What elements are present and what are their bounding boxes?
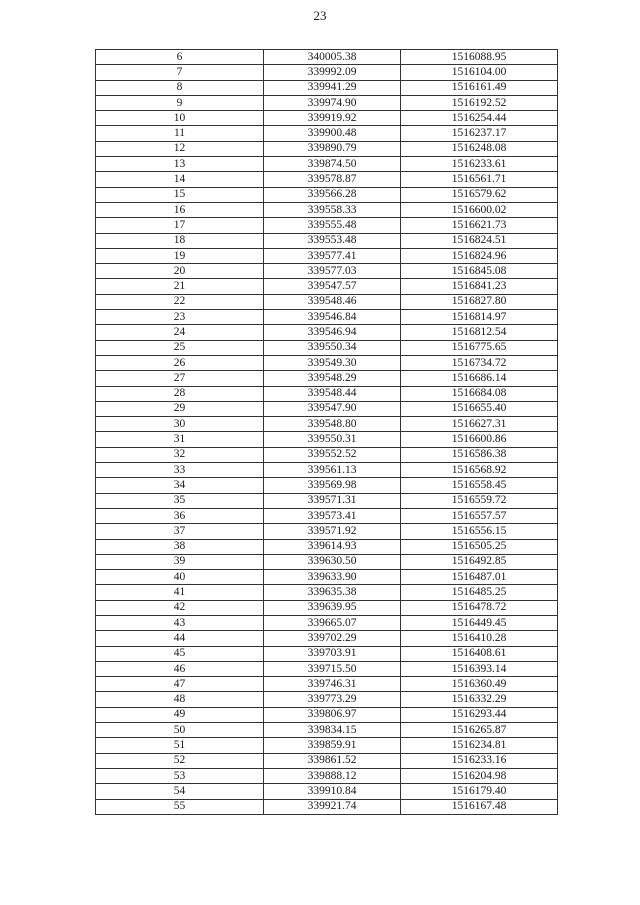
y-coordinate-cell: 1516734.72 xyxy=(401,355,558,370)
x-coordinate-cell: 339577.03 xyxy=(264,264,401,279)
y-coordinate-cell: 1516568.92 xyxy=(401,463,558,478)
table-row xyxy=(96,677,558,692)
x-coordinate-cell: 340005.38 xyxy=(264,50,401,65)
point-number-cell: 48 xyxy=(96,692,264,707)
table-row xyxy=(96,233,558,248)
x-coordinate-cell: 339921.74 xyxy=(264,799,401,814)
table-row xyxy=(96,80,558,95)
point-number-cell: 50 xyxy=(96,723,264,738)
x-coordinate-cell: 339992.09 xyxy=(264,65,401,80)
table-row xyxy=(96,432,558,447)
table-row xyxy=(96,126,558,141)
point-number-cell: 23 xyxy=(96,310,264,325)
y-coordinate-cell: 1516204.98 xyxy=(401,768,558,783)
x-coordinate-cell: 339552.52 xyxy=(264,447,401,462)
x-coordinate-cell: 339558.33 xyxy=(264,202,401,217)
point-number-cell: 39 xyxy=(96,554,264,569)
y-coordinate-cell: 1516558.45 xyxy=(401,478,558,493)
y-coordinate-cell: 1516559.72 xyxy=(401,493,558,508)
x-coordinate-cell: 339548.80 xyxy=(264,417,401,432)
coordinates-table xyxy=(95,49,558,815)
table-row xyxy=(96,554,558,569)
table-row xyxy=(96,646,558,661)
y-coordinate-cell: 1516845.08 xyxy=(401,264,558,279)
y-coordinate-cell: 1516104.00 xyxy=(401,65,558,80)
y-coordinate-cell: 1516410.28 xyxy=(401,631,558,646)
table-row xyxy=(96,371,558,386)
point-number-cell: 14 xyxy=(96,172,264,187)
y-coordinate-cell: 1516841.23 xyxy=(401,279,558,294)
coordinates-table-body xyxy=(96,50,558,815)
table-row xyxy=(96,723,558,738)
table-row xyxy=(96,600,558,615)
x-coordinate-cell: 339635.38 xyxy=(264,585,401,600)
y-coordinate-cell: 1516485.25 xyxy=(401,585,558,600)
x-coordinate-cell: 339547.90 xyxy=(264,401,401,416)
y-coordinate-cell: 1516557.57 xyxy=(401,508,558,523)
point-number-cell: 19 xyxy=(96,248,264,263)
table-row xyxy=(96,753,558,768)
x-coordinate-cell: 339861.52 xyxy=(264,753,401,768)
y-coordinate-cell: 1516824.51 xyxy=(401,233,558,248)
table-row xyxy=(96,539,558,554)
table-row xyxy=(96,325,558,340)
x-coordinate-cell: 339548.29 xyxy=(264,371,401,386)
table-row xyxy=(96,294,558,309)
table-row xyxy=(96,799,558,814)
x-coordinate-cell: 339773.29 xyxy=(264,692,401,707)
y-coordinate-cell: 1516586.38 xyxy=(401,447,558,462)
table-row xyxy=(96,738,558,753)
table-row xyxy=(96,279,558,294)
point-number-cell: 11 xyxy=(96,126,264,141)
table-row xyxy=(96,447,558,462)
x-coordinate-cell: 339614.93 xyxy=(264,539,401,554)
table-row xyxy=(96,111,558,126)
x-coordinate-cell: 339874.50 xyxy=(264,157,401,172)
point-number-cell: 31 xyxy=(96,432,264,447)
y-coordinate-cell: 1516492.85 xyxy=(401,554,558,569)
x-coordinate-cell: 339555.48 xyxy=(264,218,401,233)
y-coordinate-cell: 1516265.87 xyxy=(401,723,558,738)
point-number-cell: 29 xyxy=(96,401,264,416)
point-number-cell: 27 xyxy=(96,371,264,386)
y-coordinate-cell: 1516332.29 xyxy=(401,692,558,707)
x-coordinate-cell: 339900.48 xyxy=(264,126,401,141)
point-number-cell: 28 xyxy=(96,386,264,401)
point-number-cell: 9 xyxy=(96,95,264,110)
point-number-cell: 38 xyxy=(96,539,264,554)
table-row xyxy=(96,65,558,80)
table-row xyxy=(96,340,558,355)
table-row xyxy=(96,417,558,432)
table-row xyxy=(96,95,558,110)
y-coordinate-cell: 1516627.31 xyxy=(401,417,558,432)
x-coordinate-cell: 339550.31 xyxy=(264,432,401,447)
y-coordinate-cell: 1516293.44 xyxy=(401,707,558,722)
point-number-cell: 49 xyxy=(96,707,264,722)
point-number-cell: 40 xyxy=(96,570,264,585)
y-coordinate-cell: 1516824.96 xyxy=(401,248,558,263)
point-number-cell: 21 xyxy=(96,279,264,294)
point-number-cell: 34 xyxy=(96,478,264,493)
x-coordinate-cell: 339561.13 xyxy=(264,463,401,478)
table-row xyxy=(96,355,558,370)
point-number-cell: 17 xyxy=(96,218,264,233)
y-coordinate-cell: 1516686.14 xyxy=(401,371,558,386)
x-coordinate-cell: 339746.31 xyxy=(264,677,401,692)
point-number-cell: 42 xyxy=(96,600,264,615)
y-coordinate-cell: 1516161.49 xyxy=(401,80,558,95)
point-number-cell: 32 xyxy=(96,447,264,462)
y-coordinate-cell: 1516192.52 xyxy=(401,95,558,110)
table-row xyxy=(96,570,558,585)
point-number-cell: 30 xyxy=(96,417,264,432)
table-row xyxy=(96,692,558,707)
point-number-cell: 53 xyxy=(96,768,264,783)
table-row xyxy=(96,172,558,187)
x-coordinate-cell: 339569.98 xyxy=(264,478,401,493)
y-coordinate-cell: 1516233.16 xyxy=(401,753,558,768)
point-number-cell: 12 xyxy=(96,141,264,156)
x-coordinate-cell: 339715.50 xyxy=(264,661,401,676)
x-coordinate-cell: 339702.29 xyxy=(264,631,401,646)
table-row xyxy=(96,401,558,416)
x-coordinate-cell: 339571.31 xyxy=(264,493,401,508)
y-coordinate-cell: 1516449.45 xyxy=(401,615,558,630)
point-number-cell: 18 xyxy=(96,233,264,248)
x-coordinate-cell: 339577.41 xyxy=(264,248,401,263)
x-coordinate-cell: 339546.94 xyxy=(264,325,401,340)
table-row xyxy=(96,463,558,478)
y-coordinate-cell: 1516487.01 xyxy=(401,570,558,585)
y-coordinate-cell: 1516621.73 xyxy=(401,218,558,233)
y-coordinate-cell: 1516827.80 xyxy=(401,294,558,309)
table-row xyxy=(96,478,558,493)
y-coordinate-cell: 1516408.61 xyxy=(401,646,558,661)
table-row xyxy=(96,218,558,233)
x-coordinate-cell: 339547.57 xyxy=(264,279,401,294)
point-number-cell: 41 xyxy=(96,585,264,600)
y-coordinate-cell: 1516775.65 xyxy=(401,340,558,355)
point-number-cell: 6 xyxy=(96,50,264,65)
point-number-cell: 24 xyxy=(96,325,264,340)
point-number-cell: 45 xyxy=(96,646,264,661)
point-number-cell: 8 xyxy=(96,80,264,95)
point-number-cell: 55 xyxy=(96,799,264,814)
y-coordinate-cell: 1516179.40 xyxy=(401,784,558,799)
point-number-cell: 22 xyxy=(96,294,264,309)
point-number-cell: 13 xyxy=(96,157,264,172)
x-coordinate-cell: 339573.41 xyxy=(264,508,401,523)
x-coordinate-cell: 339890.79 xyxy=(264,141,401,156)
table-row xyxy=(96,141,558,156)
point-number-cell: 25 xyxy=(96,340,264,355)
table-row xyxy=(96,707,558,722)
point-number-cell: 51 xyxy=(96,738,264,753)
table-row xyxy=(96,50,558,65)
point-number-cell: 43 xyxy=(96,615,264,630)
table-row xyxy=(96,187,558,202)
table-row xyxy=(96,661,558,676)
y-coordinate-cell: 1516812.54 xyxy=(401,325,558,340)
table-row xyxy=(96,493,558,508)
y-coordinate-cell: 1516234.81 xyxy=(401,738,558,753)
point-number-cell: 36 xyxy=(96,508,264,523)
x-coordinate-cell: 339546.84 xyxy=(264,310,401,325)
y-coordinate-cell: 1516478.72 xyxy=(401,600,558,615)
point-number-cell: 35 xyxy=(96,493,264,508)
y-coordinate-cell: 1516655.40 xyxy=(401,401,558,416)
table-row xyxy=(96,631,558,646)
y-coordinate-cell: 1516360.49 xyxy=(401,677,558,692)
y-coordinate-cell: 1516393.14 xyxy=(401,661,558,676)
x-coordinate-cell: 339919.92 xyxy=(264,111,401,126)
y-coordinate-cell: 1516556.15 xyxy=(401,524,558,539)
x-coordinate-cell: 339665.07 xyxy=(264,615,401,630)
x-coordinate-cell: 339578.87 xyxy=(264,172,401,187)
y-coordinate-cell: 1516600.86 xyxy=(401,432,558,447)
table-row xyxy=(96,264,558,279)
point-number-cell: 26 xyxy=(96,355,264,370)
x-coordinate-cell: 339553.48 xyxy=(264,233,401,248)
point-number-cell: 16 xyxy=(96,202,264,217)
y-coordinate-cell: 1516814.97 xyxy=(401,310,558,325)
x-coordinate-cell: 339639.95 xyxy=(264,600,401,615)
y-coordinate-cell: 1516579.62 xyxy=(401,187,558,202)
x-coordinate-cell: 339859.91 xyxy=(264,738,401,753)
x-coordinate-cell: 339703.91 xyxy=(264,646,401,661)
point-number-cell: 10 xyxy=(96,111,264,126)
x-coordinate-cell: 339633.90 xyxy=(264,570,401,585)
y-coordinate-cell: 1516561.71 xyxy=(401,172,558,187)
y-coordinate-cell: 1516233.61 xyxy=(401,157,558,172)
y-coordinate-cell: 1516505.25 xyxy=(401,539,558,554)
x-coordinate-cell: 339550.34 xyxy=(264,340,401,355)
point-number-cell: 20 xyxy=(96,264,264,279)
y-coordinate-cell: 1516088.95 xyxy=(401,50,558,65)
y-coordinate-cell: 1516167.48 xyxy=(401,799,558,814)
point-number-cell: 47 xyxy=(96,677,264,692)
x-coordinate-cell: 339941.29 xyxy=(264,80,401,95)
table-row xyxy=(96,508,558,523)
y-coordinate-cell: 1516684.08 xyxy=(401,386,558,401)
x-coordinate-cell: 339806.97 xyxy=(264,707,401,722)
y-coordinate-cell: 1516254.44 xyxy=(401,111,558,126)
x-coordinate-cell: 339566.28 xyxy=(264,187,401,202)
x-coordinate-cell: 339571.92 xyxy=(264,524,401,539)
table-row xyxy=(96,310,558,325)
point-number-cell: 15 xyxy=(96,187,264,202)
table-row xyxy=(96,768,558,783)
x-coordinate-cell: 339548.44 xyxy=(264,386,401,401)
table-row xyxy=(96,386,558,401)
x-coordinate-cell: 339834.15 xyxy=(264,723,401,738)
x-coordinate-cell: 339630.50 xyxy=(264,554,401,569)
point-number-cell: 46 xyxy=(96,661,264,676)
x-coordinate-cell: 339910.84 xyxy=(264,784,401,799)
x-coordinate-cell: 339549.30 xyxy=(264,355,401,370)
table-row xyxy=(96,202,558,217)
point-number-cell: 7 xyxy=(96,65,264,80)
point-number-cell: 44 xyxy=(96,631,264,646)
x-coordinate-cell: 339974.90 xyxy=(264,95,401,110)
point-number-cell: 52 xyxy=(96,753,264,768)
y-coordinate-cell: 1516248.08 xyxy=(401,141,558,156)
table-row xyxy=(96,248,558,263)
table-row xyxy=(96,585,558,600)
point-number-cell: 37 xyxy=(96,524,264,539)
table-row xyxy=(96,524,558,539)
page-number: 23 xyxy=(313,8,327,23)
y-coordinate-cell: 1516237.17 xyxy=(401,126,558,141)
table-row xyxy=(96,784,558,799)
x-coordinate-cell: 339888.12 xyxy=(264,768,401,783)
point-number-cell: 33 xyxy=(96,463,264,478)
y-coordinate-cell: 1516600.02 xyxy=(401,202,558,217)
table-row xyxy=(96,615,558,630)
x-coordinate-cell: 339548.46 xyxy=(264,294,401,309)
point-number-cell: 54 xyxy=(96,784,264,799)
table-row xyxy=(96,157,558,172)
